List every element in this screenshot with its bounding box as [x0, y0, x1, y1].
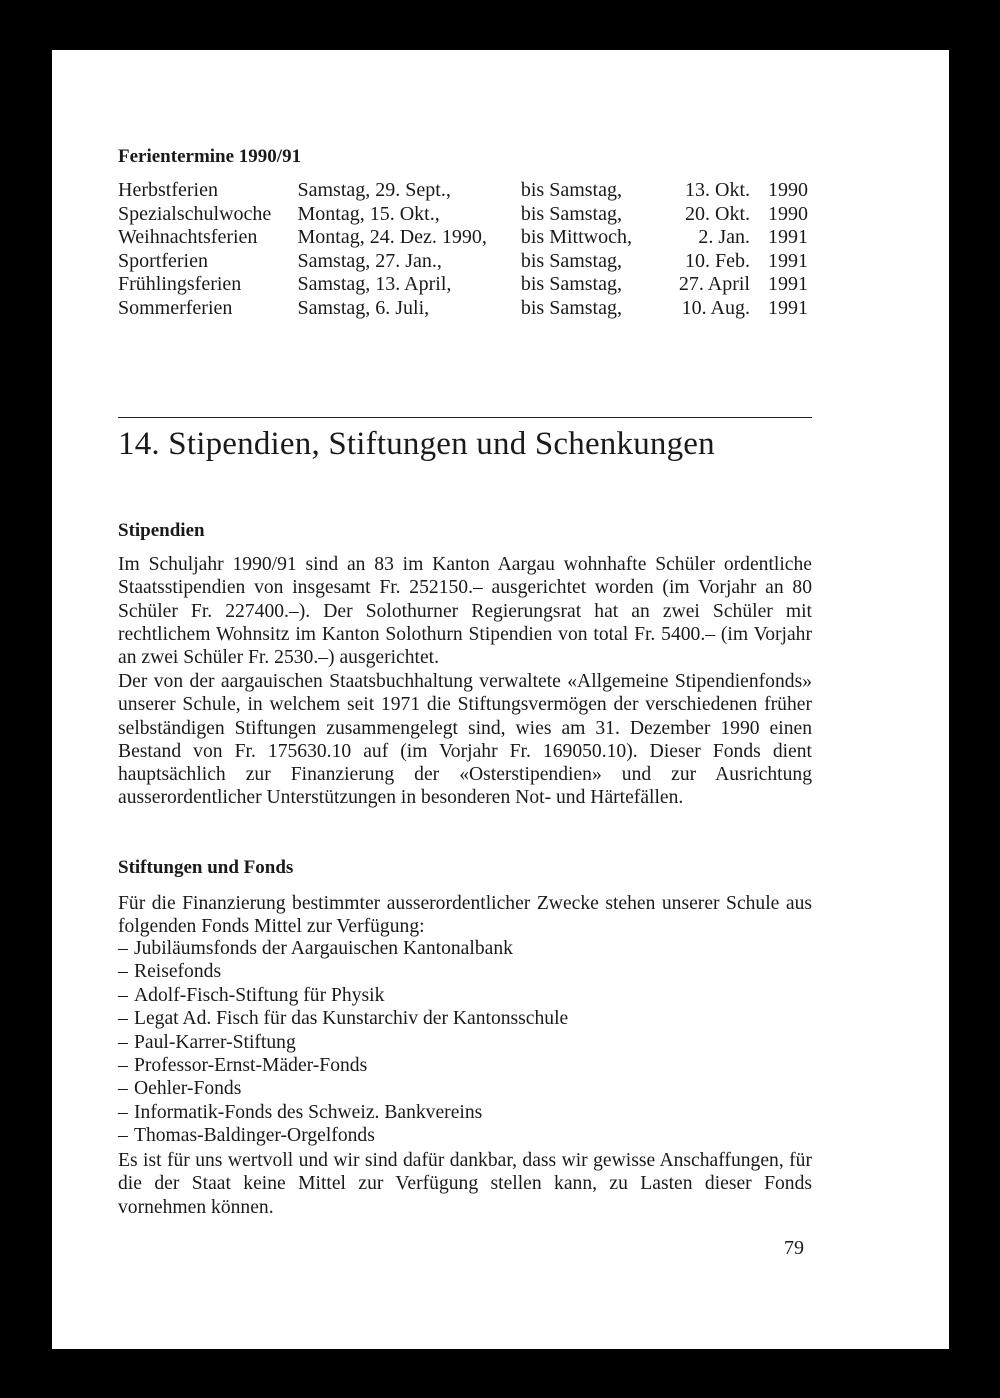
- fund-name: Informatik-Fonds des Schweiz. Bankvereins: [134, 1101, 483, 1123]
- list-item: [118, 1031, 568, 1054]
- list-item: [118, 984, 568, 1007]
- holiday-start: Samstag, 6. Juli,: [297, 296, 430, 319]
- table-row: [118, 226, 808, 250]
- holiday-start: Samstag, 13. April,: [297, 273, 452, 295]
- dash-bullet: –: [118, 1008, 128, 1030]
- holiday-year: 1990: [768, 202, 808, 225]
- holiday-name: Frühlingsferien: [118, 273, 242, 295]
- dash-bullet: –: [118, 1055, 128, 1077]
- holiday-bis: bis Samstag,: [520, 179, 622, 201]
- fund-name: Reisefonds: [134, 961, 222, 983]
- holiday-year: 1991: [768, 296, 808, 319]
- holiday-start: Samstag, 29. Sept.,: [297, 179, 451, 201]
- page-number: 79: [784, 1237, 804, 1259]
- holiday-bis: bis Samstag,: [520, 273, 622, 295]
- holiday-bis: bis Samstag,: [520, 249, 622, 272]
- holiday-bis: bis Mittwoch,: [520, 226, 632, 248]
- table-row: [118, 250, 808, 274]
- fund-name: Legat Ad. Fisch für das Kunstarchiv der Kantonsschule: [134, 1008, 569, 1030]
- holiday-table: [118, 179, 808, 320]
- holiday-end: 20. Okt.: [685, 202, 750, 225]
- dash-bullet: –: [118, 984, 128, 1006]
- dash-bullet: –: [118, 961, 128, 983]
- fund-name: Jubiläumsfonds der Aargauischen Kantonalbank: [134, 938, 513, 959]
- list-item: [118, 1101, 568, 1124]
- fund-list: [118, 937, 568, 1148]
- holiday-end: 10. Aug.: [681, 296, 750, 319]
- list-item: [118, 1077, 568, 1100]
- holiday-name: Sportferien: [118, 249, 208, 272]
- ferien-title: Ferientermine 1990/91: [118, 146, 302, 167]
- list-item: [118, 937, 568, 960]
- holiday-start: Montag, 24. Dez. 1990,: [297, 226, 487, 248]
- stiftungen-title: Stiftungen und Fonds: [118, 857, 294, 878]
- dash-bullet: –: [118, 1078, 128, 1100]
- fund-name: Oehler-Fonds: [134, 1078, 242, 1100]
- stipendien-paragraph-2: Der von der aargauischen Staatsbuchhaltung verwaltete «Allgemeine Stipendienfonds» unserer Schule, in welchem seit 1971 die Stiftungsvermögen der verschiedenen früher selbständigen Stiftungen zusammengelegt sind, wies am 31. Dezember 1990 einen Bestand von Fr. 175630.10 auf (im Vorjahr Fr. 169050.10). Dieser Fonds dient hauptsächlich zur Finanzierung der «Osterstipendien» und zur Ausrichtung ausserordentlicher Unterstützungen in besonderen Not- und Härtefällen.: [118, 671, 812, 809]
- fund-name: Adolf-Fisch-Stiftung für Physik: [134, 984, 385, 1006]
- holiday-start: Samstag, 27. Jan.,: [297, 249, 442, 272]
- list-item: [118, 1124, 568, 1147]
- holiday-name: Weihnachtsferien: [118, 226, 258, 248]
- stipendien-title: Stipendien: [118, 520, 205, 541]
- table-row: [118, 203, 808, 227]
- holiday-name: Spezialschulwoche: [118, 202, 272, 225]
- dash-bullet: –: [118, 938, 128, 959]
- fund-name: Thomas-Baldinger-Orgelfonds: [134, 1125, 375, 1147]
- fund-name: Paul-Karrer-Stiftung: [134, 1031, 296, 1053]
- holiday-year: 1991: [768, 249, 808, 272]
- table-row: [118, 273, 808, 297]
- holiday-end: 13. Okt.: [685, 179, 750, 201]
- section-divider: [118, 417, 812, 418]
- dash-bullet: –: [118, 1125, 128, 1147]
- stiftungen-paragraph-1: Für die Finanzierung bestimmter ausserordentlicher Zwecke stehen unserer Schule aus folgenden Fonds Mittel zur Verfügung:: [118, 893, 812, 938]
- holiday-year: 1991: [768, 273, 808, 295]
- holiday-year: 1990: [768, 179, 808, 201]
- stipendien-paragraph-1: Im Schuljahr 1990/91 sind an 83 im Kanton Aargau wohnhafte Schüler ordentliche Staatsstipendien von insgesamt Fr. 252150.– ausgerichtet worden (im Vorjahr an 80 Schüler Fr. 227400.–). Der Solothurner Regierungsrat hat an zwei Schüler mit rechtlichem Wohnsitz im Kanton Solothurn Stipendien von total Fr. 5400.– (im Vorjahr an zwei Schüler Fr. 2530.–) ausgerichtet.: [118, 554, 812, 669]
- fund-name: Professor-Ernst-Mäder-Fonds: [134, 1055, 368, 1077]
- holiday-bis: bis Samstag,: [520, 296, 622, 319]
- table-row: [118, 179, 808, 203]
- holiday-bis: bis Samstag,: [520, 202, 622, 225]
- holiday-year: 1991: [768, 226, 808, 248]
- list-item: [118, 1054, 568, 1077]
- list-item: [118, 960, 568, 983]
- holiday-name: Herbstferien: [118, 179, 218, 201]
- holiday-end: 27. April: [678, 273, 750, 295]
- table-row: [118, 297, 808, 321]
- holiday-start: Montag, 15. Okt.,: [297, 202, 440, 225]
- dash-bullet: –: [118, 1101, 128, 1123]
- stiftungen-paragraph-2: Es ist für uns wertvoll und wir sind dafür dankbar, dass wir gewisse Anschaffungen, für die der Staat keine Mittel zur Verfügung stellen kann, zu Lasten dieser Fonds vornehmen können.: [118, 1150, 812, 1218]
- section-heading: 14. Stipendien, Stiftungen und Schenkungen: [118, 426, 715, 462]
- holiday-end: 10. Feb.: [685, 249, 750, 272]
- dash-bullet: –: [118, 1031, 128, 1053]
- holiday-name: Sommerferien: [118, 296, 233, 319]
- list-item: [118, 1007, 568, 1030]
- holiday-end: 2. Jan.: [698, 226, 750, 248]
